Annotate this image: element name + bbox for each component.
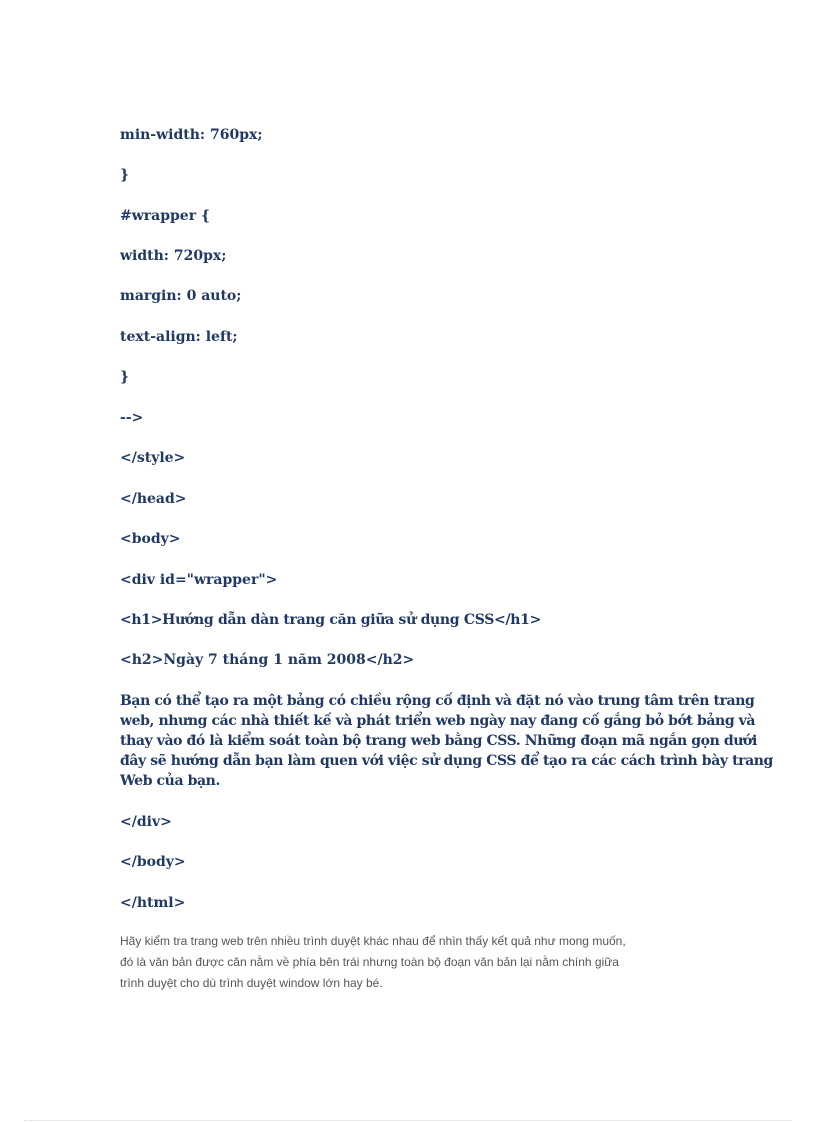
paragraph-line: thay vào đó là kiểm soát toàn bộ trang web bằng CSS. Những đoạn mã ngắn gọn dưới [120, 733, 757, 749]
code-line: text-align: left; [120, 329, 238, 345]
code-line-close-body: </body> [120, 854, 186, 870]
body-paragraph [120, 691, 773, 791]
code-line: </style> [120, 450, 186, 466]
code-line: } [120, 167, 130, 183]
paragraph-line: Bạn có thể tạo ra một bảng có chiều rộng cố định và đặt nó vào trung tâm trên trang [120, 693, 755, 709]
note-line: Hãy kiểm tra trang web trên nhiều trình duyệt khác nhau để nhìn thấy kết quả như mong muốn, [120, 934, 626, 948]
paragraph-line: Web của bạn. [120, 773, 220, 789]
note-line: trình duyệt cho dù trình duyệt window lớn hay bé. [120, 976, 383, 990]
code-line-h2: <h2>Ngày 7 tháng 1 năm 2008</h2> [120, 652, 415, 668]
code-line-h1: <h1>Hướng dẫn dàn trang căn giữa sử dụng CSS</h1> [120, 612, 542, 628]
code-line: margin: 0 auto; [120, 288, 242, 304]
code-line: width: 720px; [120, 248, 227, 264]
code-line: #wrapper { [120, 208, 210, 224]
code-line-close-html: </html> [120, 895, 186, 911]
paragraph-line: đây sẽ hướng dẫn bạn làm quen với việc sử dụng CSS để tạo ra các cách trình bày trang [120, 753, 773, 769]
code-line: <body> [120, 531, 181, 547]
code-line: min-width: 760px; [120, 127, 263, 143]
note-paragraph [120, 931, 720, 994]
page-bottom-divider [24, 1120, 792, 1121]
code-line: <div id="wrapper"> [120, 572, 278, 588]
paragraph-line: web, nhưng các nhà thiết kế và phát triển web ngày nay đang cố gắng bỏ bớt bảng và [120, 713, 756, 729]
note-line: đó là văn bản được căn nằm về phía bên trái nhưng toàn bộ đoạn văn bản lại nằm chính giữa [120, 955, 619, 969]
code-line: </head> [120, 491, 187, 507]
code-line-close-div: </div> [120, 814, 172, 830]
code-line: } [120, 369, 130, 385]
code-line: --> [120, 410, 144, 426]
